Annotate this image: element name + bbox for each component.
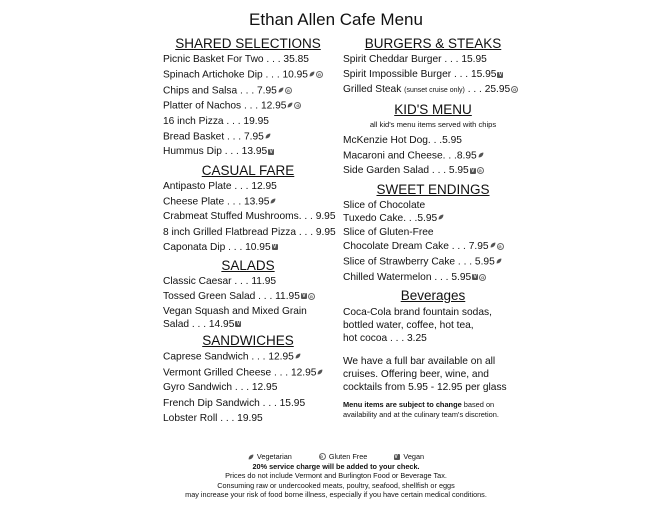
item-text: Tuxedo Cake. . .5.95 xyxy=(343,212,438,224)
notice-bold: Menu items are subject to change xyxy=(343,400,462,410)
menu-item xyxy=(163,129,333,145)
leaf-icon xyxy=(496,254,502,269)
section-heading-sandwiches: SANDWICHES xyxy=(202,333,294,349)
menu-item xyxy=(343,254,523,270)
legend-gluten-free xyxy=(318,452,368,462)
legend-label: Vegetarian xyxy=(256,452,292,461)
item-text: Spinach Artichoke Dip . . . 10.95 xyxy=(163,69,308,81)
menu-item xyxy=(343,148,523,164)
text-line: Coca-Cola brand fountain sodas, xyxy=(343,307,492,319)
item-text: Chips and Salsa . . . 7.95 xyxy=(163,85,277,96)
gluten-free-icon: G xyxy=(319,453,326,460)
item-text: Bread Basket . . . 7.95 xyxy=(163,131,264,143)
section-heading-burgers: BURGERS & STEAKS xyxy=(364,36,502,51)
menu-item xyxy=(163,179,333,194)
section-heading-sweet: SWEET ENDINGS xyxy=(376,181,490,197)
item-text: Salad . . . 14.95 xyxy=(163,318,235,330)
menu-item xyxy=(163,98,333,114)
change-notice xyxy=(343,400,523,420)
menu-item xyxy=(163,349,333,365)
menu-item xyxy=(163,52,333,67)
item-text: Side Garden Salad . . . 5.95 xyxy=(343,165,469,177)
right-column xyxy=(343,35,523,420)
leaf-icon xyxy=(270,194,276,209)
text-line: cruises. Offering beer, wine, and xyxy=(343,369,489,381)
legend-label: Vegan xyxy=(403,452,425,461)
menu-item xyxy=(343,133,523,148)
salads-list xyxy=(163,274,333,304)
menu-item xyxy=(163,114,333,129)
bar-text xyxy=(343,355,523,394)
item-price: . . . 25.95 xyxy=(467,84,511,96)
item-text: Gyro Sandwich . . . 12.95 xyxy=(163,382,278,394)
item-text: Grilled Steak xyxy=(343,84,402,96)
menu-item xyxy=(163,194,333,210)
item-text: Slice of Chocolate xyxy=(343,199,426,211)
leaf-icon xyxy=(478,148,484,163)
notice-text: availability and at the culinary team's discretion. xyxy=(343,410,499,420)
item-text: Tossed Green Salad . . . 11.95 xyxy=(163,291,300,303)
leaf-icon xyxy=(265,129,271,144)
item-text: Macaroni and Cheese. . .8.95 xyxy=(343,150,477,162)
item-text: Chilled Watermelon . . . 5.95 xyxy=(343,271,472,283)
legend-label: Gluten Free xyxy=(328,452,368,461)
vegan-icon: V xyxy=(471,167,475,174)
notice-text: based on xyxy=(461,400,495,410)
text-line: hot cocoa . . . 3.25 xyxy=(343,333,427,345)
gluten-free-icon: G xyxy=(296,103,300,109)
menu-item xyxy=(343,270,523,285)
kids-list xyxy=(343,133,523,179)
item-text: Chocolate Dream Cake . . . 7.95 xyxy=(343,240,489,252)
item-text: Slice of Gluten-Free xyxy=(343,227,434,239)
leaf-icon xyxy=(490,240,496,253)
item-text: 16 inch Pizza . . . 19.95 xyxy=(163,115,269,127)
section-heading-salads: SALADS xyxy=(221,257,275,273)
tax-note: Prices do not include Vermont and Burlington Food or Beverage Tax. xyxy=(225,471,447,480)
text-line: bottled water, coffee, hot tea, xyxy=(343,320,474,332)
gluten-free-icon: G xyxy=(309,293,313,299)
section-heading-beverages: Beverages xyxy=(400,288,466,304)
gluten-free-icon: G xyxy=(286,87,290,93)
vegan-icon: V xyxy=(302,293,306,300)
menu-item xyxy=(163,380,333,395)
item-text: Caprese Sandwich . . . 12.95 xyxy=(163,351,294,363)
item-text: Classic Caesar . . . 11.95 xyxy=(163,275,277,287)
gluten-free-icon: G xyxy=(498,243,502,249)
gluten-free-icon: G xyxy=(513,87,517,93)
item-text: Spirit Cheddar Burger . . . 15.95 xyxy=(343,54,487,65)
menu-item xyxy=(163,209,336,224)
vegan-icon: V xyxy=(269,148,273,155)
item-text: French Dip Sandwich . . . 15.95 xyxy=(163,397,306,409)
menu-item xyxy=(343,52,523,67)
menu-item xyxy=(343,82,523,98)
section-heading-kids: KID'S MENU xyxy=(394,101,472,117)
kids-note: all kid's menu items served with chips xyxy=(369,119,497,129)
vegan-icon: V xyxy=(473,274,477,281)
item-text: 8 inch Grilled Flatbread Pizza . . . 9.95 xyxy=(163,226,336,238)
food-warning-2: may increase your risk of food borne illness, especially if you have certain medical conditions. xyxy=(185,490,487,499)
item-text: Lobster Roll . . . 19.95 xyxy=(163,412,263,424)
item-text: McKenzie Hot Dog. . .5.95 xyxy=(343,134,462,146)
menu-item xyxy=(163,396,333,411)
item-text: Slice of Strawberry Cake . . . 5.95 xyxy=(343,256,495,268)
leaf-icon xyxy=(438,212,444,225)
food-warning-1: Consuming raw or undercooked meats, poultry, seafood, shellfish or eggs xyxy=(217,480,455,490)
menu-item xyxy=(163,144,333,159)
sandwiches-list xyxy=(163,349,333,426)
service-charge: 20% service charge will be added to your check. xyxy=(252,461,420,471)
text-line: We have a full bar available on all xyxy=(343,356,496,368)
vegan-icon: V xyxy=(498,71,503,78)
item-text: Vegan Squash and Mixed Grain xyxy=(163,306,307,318)
menu-item xyxy=(163,240,333,255)
menu-item xyxy=(163,67,333,83)
vegan-icon: V xyxy=(236,321,241,328)
leaf-icon xyxy=(287,98,293,113)
item-text: Picnic Basket For Two . . . 35.85 xyxy=(163,54,309,65)
item-text: Cheese Plate . . . 13.95 xyxy=(163,196,270,208)
menu-item xyxy=(343,67,523,82)
item-text: Antipasto Plate . . . 12.95 xyxy=(163,180,277,192)
left-column xyxy=(163,35,336,426)
beverages-text xyxy=(343,306,523,345)
item-text: Hummus Dip . . . 13.95 xyxy=(163,146,268,158)
leaf-icon xyxy=(309,67,315,82)
legend xyxy=(0,452,672,462)
leaf-icon xyxy=(317,365,323,380)
gluten-free-icon: G xyxy=(481,274,485,280)
leaf-icon xyxy=(278,83,284,98)
leaf-icon xyxy=(248,454,254,460)
menu-title: Ethan Allen Cafe Menu xyxy=(249,10,423,29)
menu-item-gf-cake xyxy=(343,227,523,253)
item-text: Crabmeat Stuffed Mushrooms. . . 9.95 xyxy=(163,211,336,223)
casual-list xyxy=(163,179,336,255)
menu-item xyxy=(163,365,333,381)
legend-vegan xyxy=(393,452,424,462)
menu-item xyxy=(163,225,336,240)
leaf-icon xyxy=(295,349,301,364)
item-text: Platter of Nachos . . . 12.95 xyxy=(163,100,287,112)
gluten-free-icon: G xyxy=(317,72,322,78)
item-text: Spirit Impossible Burger . . . 15.95 xyxy=(343,69,497,81)
menu-item xyxy=(163,83,333,99)
section-heading-shared: SHARED SELECTIONS xyxy=(175,36,321,51)
menu-item xyxy=(163,289,333,304)
menu-item xyxy=(343,163,523,178)
menu-item-vegan-squash xyxy=(163,306,333,331)
shared-list xyxy=(163,52,333,160)
menu-item-chocolate-cake xyxy=(343,200,523,226)
vegan-icon: V xyxy=(272,244,277,251)
vegan-icon: V xyxy=(394,454,400,460)
item-text: Vermont Grilled Cheese . . . 12.95 xyxy=(163,367,317,379)
item-text: Caponata Dip . . . 10.95 xyxy=(163,241,271,253)
menu-item xyxy=(163,274,333,289)
footer xyxy=(0,452,672,500)
legend-vegetarian xyxy=(248,452,292,462)
item-note: (sunset cruise only) xyxy=(404,87,465,95)
section-heading-casual: CASUAL FARE xyxy=(201,162,295,178)
gluten-free-icon: G xyxy=(478,168,482,174)
text-line: cocktails from 5.95 - 12.95 per glass xyxy=(343,382,507,394)
menu-item xyxy=(163,411,333,426)
